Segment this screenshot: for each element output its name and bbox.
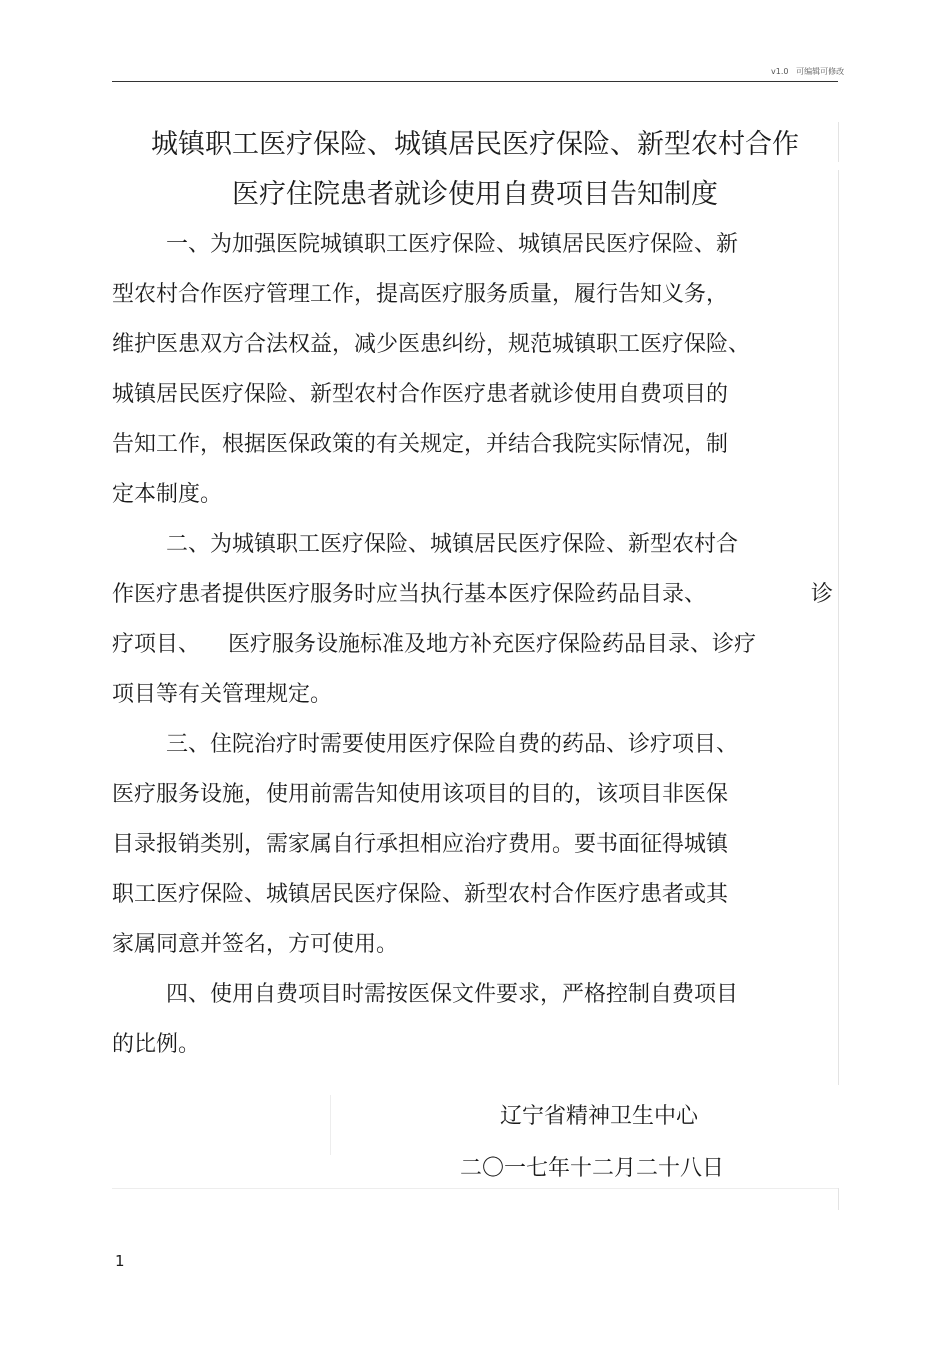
margin-rule-top xyxy=(838,122,839,162)
signature-guide-rule xyxy=(330,1095,331,1155)
edit-note: 可编辑可修改 xyxy=(796,67,845,76)
paragraph-3-line-2: 医疗服务设施，使用前需告知使用该项目的目的，该项目非医保 xyxy=(112,782,729,807)
paragraph-1-line-1: 一、为加强医院城镇职工医疗保险、城镇居民医疗保险、新 xyxy=(166,232,739,257)
paragraph-1-line-3: 维护医患双方合法权益，减少医患纠纷，规范城镇职工医疗保险、 xyxy=(112,332,751,357)
paragraph-2-line-2: 作医疗患者提供医疗服务时应当执行基本医疗保险药品目录、 xyxy=(112,582,707,607)
document-title-line-1: 城镇职工医疗保险、城镇居民医疗保险、新型农村合作 xyxy=(151,129,799,160)
paragraph-4-line-1: 四、使用自费项目时需按医保文件要求，严格控制自费项目 xyxy=(166,982,739,1007)
signature-date: 二〇一七年十二月二十八日 xyxy=(460,1156,725,1181)
paragraph-2-line-3-head: 疗项目、 xyxy=(112,632,201,657)
paragraph-3-line-5: 家属同意并签名，方可使用。 xyxy=(112,932,399,957)
paragraph-1-line-4: 城镇居民医疗保险、新型农村合作医疗患者就诊使用自费项目的 xyxy=(112,382,729,407)
version-tag xyxy=(771,66,844,77)
paragraph-3-line-3: 目录报销类别，需家属自行承担相应治疗费用。要书面征得城镇 xyxy=(112,832,729,857)
paragraph-2-line-4: 项目等有关管理规定。 xyxy=(112,682,333,707)
page-number: 1 xyxy=(115,1252,125,1270)
paragraph-2-line-2-tail: 诊 xyxy=(811,582,834,607)
header-rule xyxy=(112,81,838,82)
margin-rule-right xyxy=(838,170,839,1085)
margin-rule-bottom xyxy=(838,1188,839,1210)
paragraph-3-line-1: 三、住院治疗时需要使用医疗保险自费的药品、诊疗项目、 xyxy=(166,732,739,757)
paragraph-1-line-5: 告知工作，根据医保政策的有关规定，并结合我院实际情况，制 xyxy=(112,432,729,457)
document-title-line-2: 医疗住院患者就诊使用自费项目告知制度 xyxy=(232,179,718,210)
paragraph-1-line-2: 型农村合作医疗管理工作，提高医疗服务质量，履行告知义务， xyxy=(112,282,729,307)
paragraph-3-line-4: 职工医疗保险、城镇居民医疗保险、新型农村合作医疗患者或其 xyxy=(112,882,729,907)
paragraph-1-line-6: 定本制度。 xyxy=(112,482,223,507)
bottom-guide-rule xyxy=(112,1188,838,1189)
signature-organization: 辽宁省精神卫生中心 xyxy=(500,1104,699,1129)
paragraph-2-line-3: 医疗服务设施标准及地方补充医疗保险药品目录、诊疗 xyxy=(228,632,757,657)
paragraph-4-line-2: 的比例。 xyxy=(112,1032,201,1057)
version-number: v1.0 xyxy=(771,67,789,76)
paragraph-2-line-1: 二、为城镇职工医疗保险、城镇居民医疗保险、新型农村合 xyxy=(166,532,739,557)
